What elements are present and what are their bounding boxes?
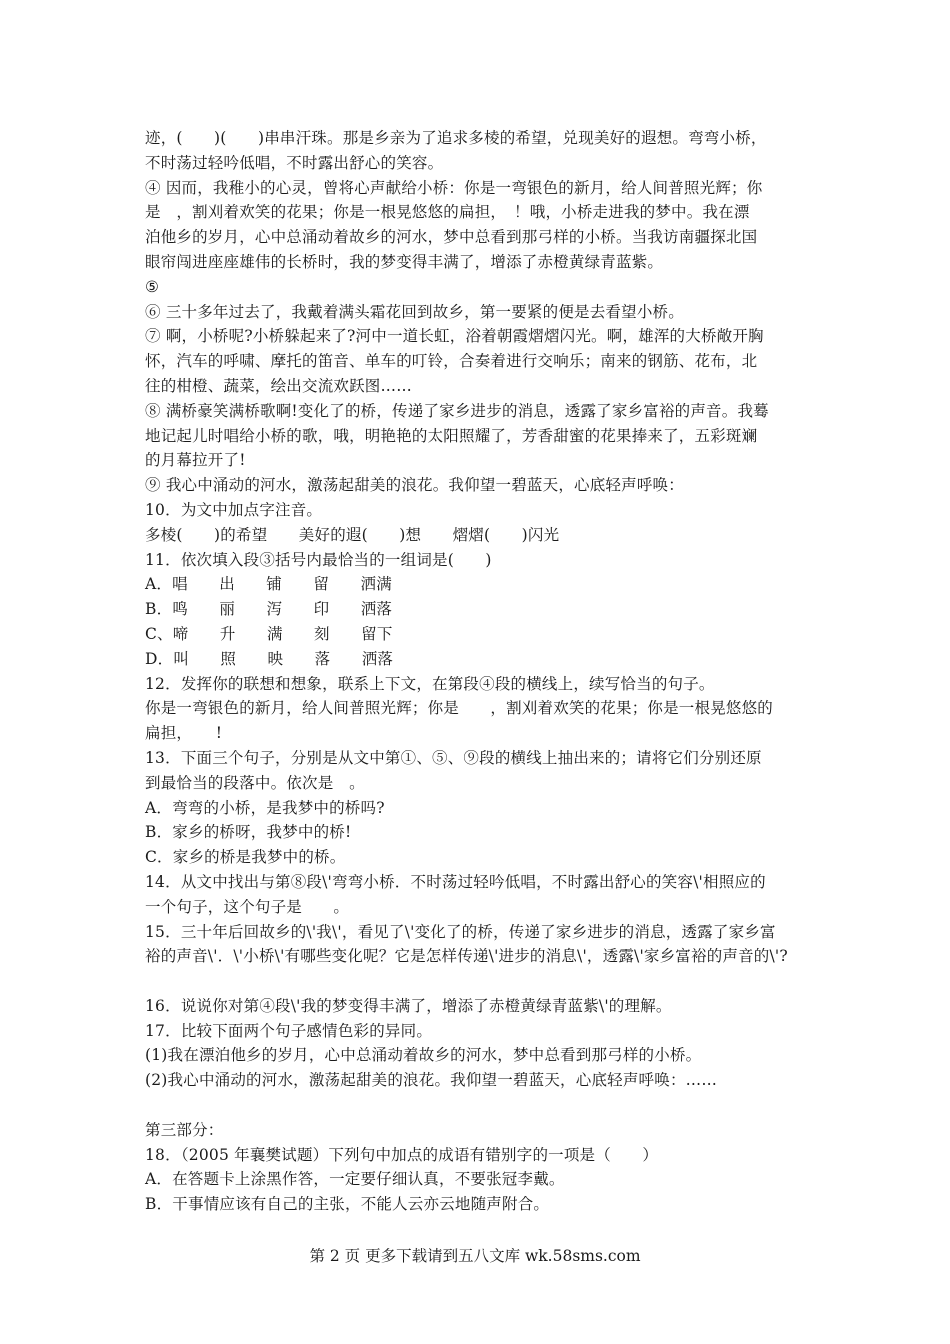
question-12: 12．发挥你的联想和想象，联系上下文，在第段④段的横线上，续写恰当的句子。: [145, 674, 715, 693]
text-line: ⑦ 啊，小桥呢?小桥躲起来了?河中一道长虹，浴着朝霞熠熠闪光。啊，雄浑的大桥敞开胸: [145, 327, 764, 346]
text-line: 你是一弯银色的新月，给人间普照光辉；你是 ，割刈着欢笑的花果；你是一根晃悠悠的: [145, 699, 774, 718]
blank-line: [145, 1093, 810, 1118]
question-18: 18．（2005 年襄樊试题）下列句中加点的成语有错别字的一项是（ ）: [145, 1145, 659, 1164]
option-b: B．干事情应该有自己的主张，不能人云亦云地随声附合。: [145, 1195, 550, 1214]
section-heading: 第三部分：: [145, 1120, 224, 1139]
text-line: 到最恰当的段落中。依次是 。: [145, 773, 365, 792]
text-line: 地记起儿时唱给小桥的歌，哦，明艳艳的太阳照耀了，芳香甜蜜的花果捧来了，五彩斑斓: [145, 426, 758, 445]
text-line: ④ 因而，我稚小的心灵，曾将心声献给小桥：你是一弯银色的新月，给人间普照光辉；你: [145, 178, 763, 197]
document-body: [145, 126, 810, 1217]
text-line: 扁担， !: [145, 724, 223, 743]
text-line: (1)我在漂泊他乡的岁月，心中总涌动着故乡的河水，梦中总看到那弓样的小桥。: [145, 1046, 702, 1065]
text-line: 裕的声音\'．\'小桥\'有哪些变化呢？它是怎样传递\'进步的消息\'，透露\'家乡富裕的声音的\'?: [145, 947, 788, 966]
question-15: 15．三十年后回故乡的\'我\'，看见了\'变化了的桥，传递了家乡进步的消息，透露了家乡富: [145, 922, 776, 941]
page-footer: 第 2 页 更多下载请到五八文库 wk.58sms.com: [309, 1247, 641, 1265]
text-line: ⑨ 我心中涌动的河水，激荡起甜美的浪花。我仰望一碧蓝天，心底轻声呼唤：: [145, 476, 684, 495]
question-10: 10．为文中加点字注音。: [145, 500, 323, 519]
question-17: 17．比较下面两个句子感情色彩的异同。: [145, 1021, 433, 1040]
text-line: ⑧ 满桥豪笑满桥歌啊!变化了的桥，传递了家乡进步的消息，透露了家乡富裕的声音。我蓦: [145, 401, 769, 420]
option-c: C、啼 升 满 刻 留下: [145, 624, 393, 643]
text-line: ⑤: [145, 277, 160, 296]
text-line: 泊他乡的岁月，心中总涌动着故乡的河水，梦中总看到那弓样的小桥。当我访南疆探北国: [145, 228, 758, 247]
blank-line: [145, 969, 810, 994]
option-a: A．弯弯的小桥，是我梦中的桥吗?: [145, 798, 385, 817]
option-b: B．家乡的桥呀，我梦中的桥!: [145, 823, 352, 842]
question-14: 14．从文中找出与第⑧段\'弯弯小桥．不时荡过轻吟低唱，不时露出舒心的笑容\'相照应的: [145, 872, 766, 891]
question-13: 13．下面三个句子，分别是从文中第①、⑤、⑨段的横线上抽出来的；请将它们分别还原: [145, 748, 762, 767]
text-line: 迹，( )( )串串汗珠。那是乡亲为了追求多棱的希望，兑现美好的遐想。弯弯小桥，: [145, 129, 767, 147]
text-line: ⑥ 三十多年过去了，我戴着满头霜花回到故乡，第一要紧的便是去看望小桥。: [145, 302, 684, 321]
text-line: 的月幕拉开了!: [145, 451, 246, 470]
question-16: 16．说说你对第④段\'我的梦变得丰满了，增添了赤橙黄绿青蓝紫\'的理解。: [145, 996, 672, 1015]
option-d: D．叫 照 映 落 洒落: [145, 649, 394, 668]
text-line: 不时荡过轻吟低唱，不时露出舒心的笑容。: [145, 153, 444, 172]
text-line: 多棱( )的希望 美好的遐( )想 熠熠( )闪光: [145, 525, 560, 544]
text-line: 眼帘闯进座座雄伟的长桥时，我的梦变得丰满了，增添了赤橙黄绿青蓝紫。: [145, 252, 664, 271]
text-line: 是 ，割刈着欢笑的花果；你是一根晃悠悠的扁担， ！哦，小桥走进我的梦中。我在漂: [145, 203, 750, 222]
text-line: 往的柑橙、蔬菜，绘出交流欢跃图……: [145, 376, 412, 395]
text-line: (2)我心中涌动的河水，激荡起甜美的浪花。我仰望一碧蓝天，心底轻声呼唤：……: [145, 1071, 718, 1090]
text-line: 一个句子，这个句子是 。: [145, 897, 350, 916]
option-c: C．家乡的桥是我梦中的桥。: [145, 848, 346, 867]
option-b: B．鸣 丽 泻 印 洒落: [145, 600, 393, 619]
question-11: 11．依次填入段③括号内最恰当的一组词是( ): [145, 550, 492, 569]
text-line: 怀，汽车的呼啸、摩托的笛音、单车的叮铃，合奏着进行交响乐；南来的钢筋、花布，北: [145, 352, 758, 371]
option-a: A．在答题卡上涂黑作答，一定要仔细认真，不要张冠李戴。: [145, 1170, 565, 1189]
option-a: A．唱 出 铺 留 洒满: [145, 575, 392, 594]
